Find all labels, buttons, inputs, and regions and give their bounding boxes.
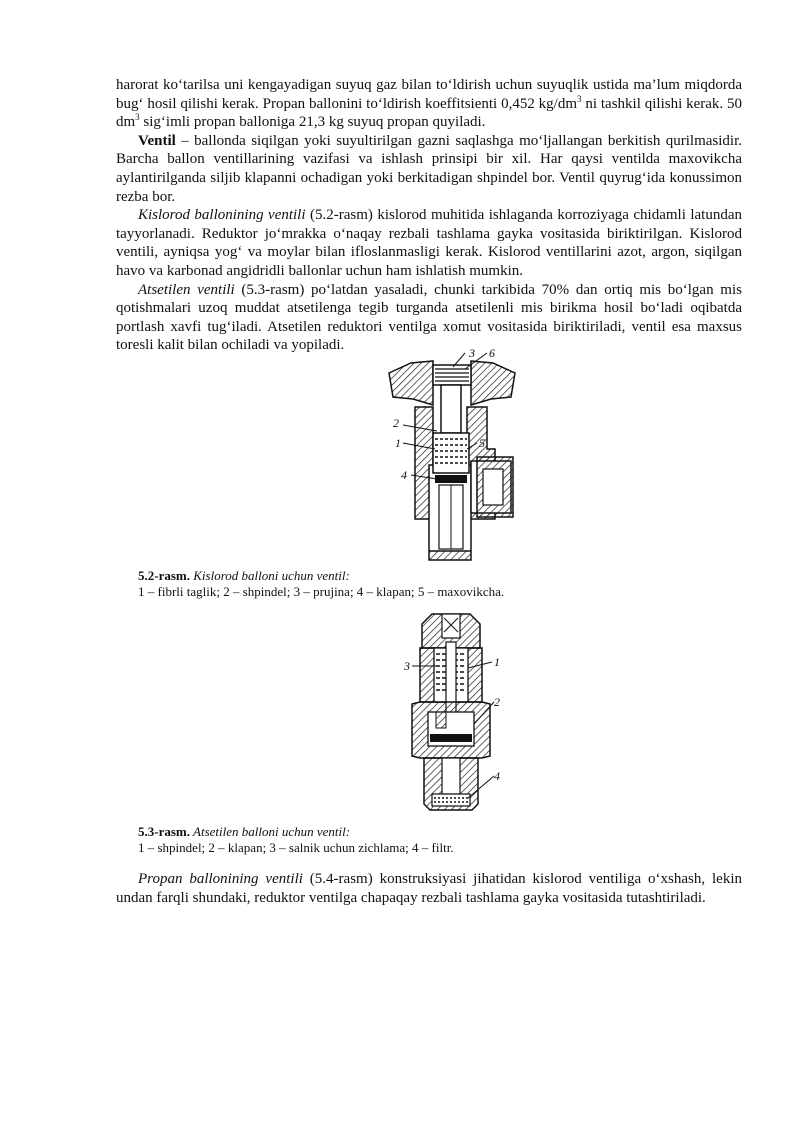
propan-text: (5.4-rasm) konstruksiyasi jihatidan kislorod ventiliga o‘xshash, lekin undan farqli shundaki, reduktor ventilga chapaqay rezbali tashlama gayka vositasida tutashtiriladi.: [116, 871, 742, 906]
figure1-label: 6: [489, 346, 495, 360]
figure2-label: 3: [404, 659, 410, 673]
acetylene-valve-drawing: [398, 608, 518, 818]
figure2-label: 1: [494, 655, 500, 669]
atsetilen-paragraph: [116, 281, 742, 355]
intro-text-2: ni tashkil qilishi kerak. 50 dm: [116, 95, 743, 131]
kislorod-term: Kislorod ballonining ventili: [138, 207, 306, 224]
intro-text-3: sig‘imli propan balloniga 21,3 kg suyuq propan quyiladi.: [139, 114, 486, 131]
figure2-label: 4: [494, 769, 500, 783]
superscript: 3: [577, 93, 582, 104]
figure2-caption-number: 5.3-rasm.: [138, 824, 190, 839]
kislorod-paragraph: [116, 206, 742, 280]
ventil-term: Ventil: [138, 132, 176, 149]
figure2-caption-title: Atsetilen balloni uchun ventil:: [190, 824, 351, 839]
figure1-caption-number: 5.2-rasm.: [138, 568, 190, 583]
figure1-label: 1: [395, 436, 401, 450]
figure-oxygen-valve: [375, 345, 535, 567]
kislorod-text: (5.2-rasm) kislorod muhitida ishlaganda korroziyaga chidamli latundan tayyorlanadi. Reduktor jo‘mrakka o‘naqay rezbali tashlama gayka vositasida biriktirilgan. Kislorod ventili, ayniqsa yog‘ va moylar bilan ifloslanmasligi kerak. Kislorod ventillarini azot, argon, siqilgan havo va karbonad angidridli ballonlar uchun ham ishlatish mumkin.: [116, 207, 742, 279]
figure2-label: 2: [494, 695, 500, 709]
ventil-text: – ballonda siqilgan yoki suyultirilgan gazni saqlashga mo‘ljallangan berkitish qurilmasidir. Barcha ballon ventillarining vazifasi va ishlash prinsipi bir xil. Har qaysi ventilda maxovikcha aylantirilganda siljib klapanni ochadigan yoki berkitadigan shpindel bor. Ventil quyrug‘ida konussimon rezba bor.: [116, 132, 742, 205]
oxygen-valve-drawing: [375, 345, 535, 567]
figure2-caption: [138, 824, 454, 856]
propan-term: Propan ballonining ventili: [138, 871, 303, 887]
page-body: [116, 76, 742, 355]
figure1-caption: [138, 568, 504, 600]
propan-paragraph: [116, 870, 742, 907]
intro-paragraph: [116, 76, 742, 132]
intro-text: harorat ko‘tarilsa uni kengayadigan suyuq gaz bilan to‘ldirish uchun suyuqlik ustida ma’lum miqdorda bug‘ hosil qilishi kerak. Propan ballonini to‘ldirish koeffitsienti 0,452 kg/dm: [116, 77, 742, 112]
figure1-caption-title: Kislorod balloni uchun ventil:: [190, 568, 350, 583]
figure1-label: 5: [479, 436, 485, 450]
figure1-label: 2: [393, 416, 399, 430]
figure1-label: 3: [469, 346, 475, 360]
superscript: 3: [135, 112, 140, 123]
figure-acetylene-valve: [398, 608, 518, 818]
figure1-caption-legend: 1 – fibrli taglik; 2 – shpindel; 3 – prujina; 4 – klapan; 5 – maxovikcha.: [138, 584, 505, 599]
atsetilen-term: Atsetilen ventili: [138, 281, 235, 298]
atsetilen-text: (5.3-rasm) po‘latdan yasaladi, chunki tarkibida 70% dan ortiq mis bo‘lgan mis qotishmalari uzoq muddat atsetilenga tegib turganda atsetilenli mis birikma hosil bo‘ladi oqibatda portlash xavfi tug‘iladi. Atsetilen reduktori ventilga xomut vositasida biriktiriladi, ventil esa maxsus toresli kalit bilan ochiladi va yopiladi.: [116, 281, 742, 354]
propan-section: [116, 870, 742, 907]
figure1-label: 4: [401, 468, 407, 482]
figure2-caption-legend: 1 – shpindel; 2 – klapan; 3 – salnik uchun zichlama; 4 – filtr.: [138, 840, 454, 855]
ventil-paragraph: [116, 132, 742, 206]
